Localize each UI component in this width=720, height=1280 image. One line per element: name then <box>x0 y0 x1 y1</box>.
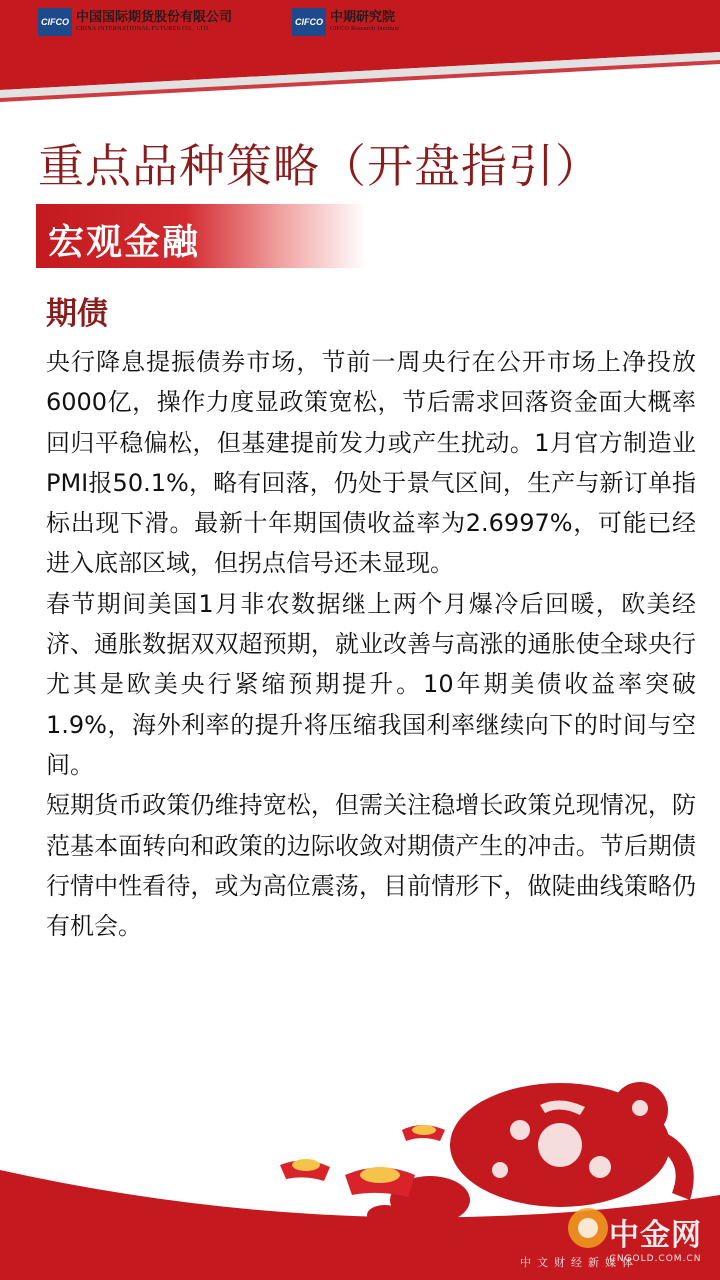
article-body <box>46 342 696 946</box>
watermark-tagline: 中文财经新媒体 <box>520 1256 639 1269</box>
paragraph-1: 央行降息提振债券市场，节前一周央行在公开市场上净投放6000亿，操作力度显政策宽松，节后需求回落资金面大概率回归平稳偏松，但基建提前发力或产生扰动。1月官方制造业PMI报50.1%，略有回落，仍处于景气区间，生产与新订单指标出现下滑。最新十年期国债收益率为2.6997%，可能已经进入底部区域，但拐点信号还未显现。 <box>46 348 696 578</box>
watermark-brand: 中金网 <box>609 1218 702 1253</box>
company-name-cn: 中国国际期货股份有限公司 <box>76 10 233 25</box>
subheading: 期债 <box>46 296 108 332</box>
watermark-url: CNGOLD.COM.CN <box>609 1254 702 1264</box>
cifco-logo-mark: CIFCO <box>38 8 72 36</box>
research-institute-logo <box>292 8 400 36</box>
section-banner <box>36 204 366 268</box>
company-name-en: CHINA INTERNATIONAL FUTURES CO., LTD. <box>76 26 211 32</box>
institute-name-cn: 中期研究院 <box>330 10 396 25</box>
paragraph-2: 春节期间美国1月非农数据继上两个月爆冷后回暖，欧美经济、通胀数据双双超预期，就业改善与高涨的通胀使全球央行尤其是欧美央行紧缩预期提升。10年期美债收益率突破1.9%，海外利率的提升将压缩我国利率继续向下的时间与空间。 <box>46 589 696 779</box>
section-label: 宏观金融 <box>48 222 201 263</box>
institute-name-en: CIFCO Research Institute <box>330 26 400 32</box>
paragraph-3: 短期货币政策仍维持宽松，但需关注稳增长政策兑现情况，防范基本面转向和政策的边际收敛对期债产生的冲击。节后期债行情中性看待，或为高位震荡，目前情形下，做陡曲线策略仍有机会。 <box>46 791 696 941</box>
header-banner <box>0 0 720 104</box>
research-logo-mark: CIFCO <box>292 8 326 36</box>
cifco-logo <box>38 8 232 36</box>
page-title: 重点品种策略（开盘指引） <box>38 139 602 193</box>
